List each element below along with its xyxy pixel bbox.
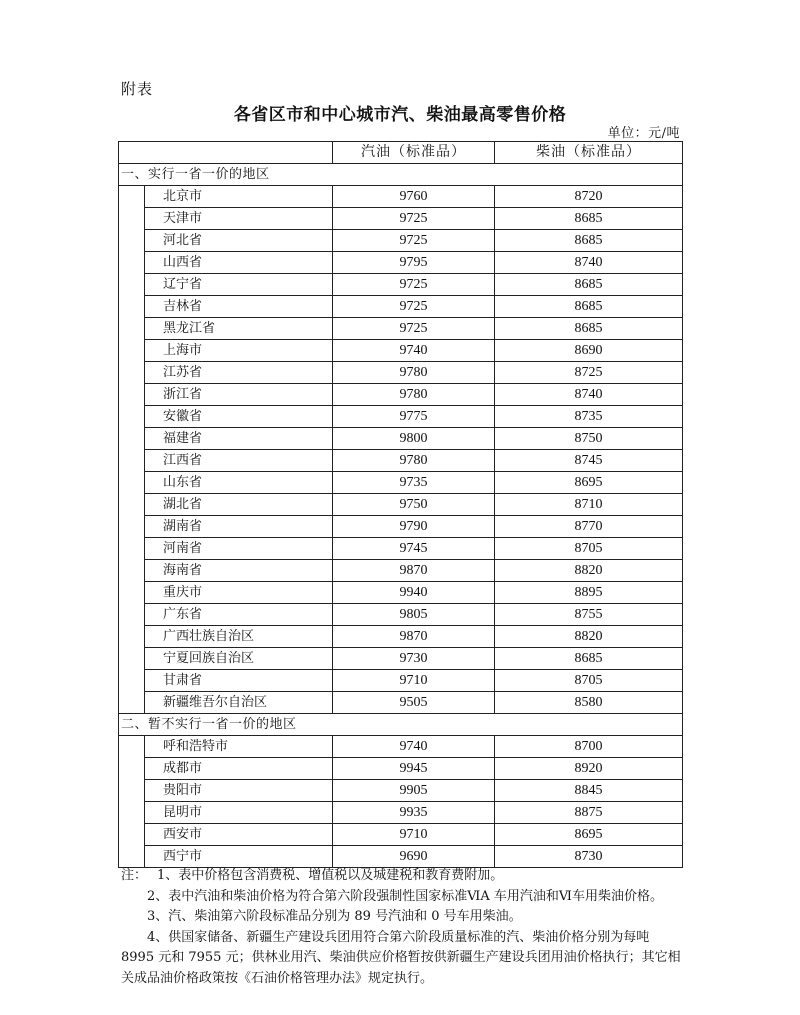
region-name-cell: 甘肃省 xyxy=(145,670,333,692)
header-region-cell xyxy=(119,142,333,164)
indent-cell xyxy=(119,428,145,450)
indent-cell xyxy=(119,692,145,714)
diesel-price-cell: 8820 xyxy=(495,626,683,648)
region-name-cell: 新疆维吾尔自治区 xyxy=(145,692,333,714)
gasoline-price-cell: 9795 xyxy=(333,252,495,274)
table-row xyxy=(119,318,683,340)
table-row xyxy=(119,824,683,846)
section-heading-row xyxy=(119,714,683,736)
gasoline-price-cell: 9750 xyxy=(333,494,495,516)
gasoline-price-cell: 9745 xyxy=(333,538,495,560)
table-row xyxy=(119,406,683,428)
region-name-cell: 昆明市 xyxy=(145,802,333,824)
gasoline-price-cell: 9690 xyxy=(333,846,495,868)
table-row xyxy=(119,670,683,692)
gasoline-price-cell: 9725 xyxy=(333,230,495,252)
table-row xyxy=(119,450,683,472)
diesel-price-cell: 8705 xyxy=(495,670,683,692)
table-row xyxy=(119,780,683,802)
region-name-cell: 河南省 xyxy=(145,538,333,560)
indent-cell xyxy=(119,230,145,252)
table-row xyxy=(119,274,683,296)
indent-cell xyxy=(119,362,145,384)
note-item: 3、汽、柴油第六阶段标准品分别为 89 号汽油和 0 号车用柴油。 xyxy=(147,909,522,924)
gasoline-price-cell: 9725 xyxy=(333,274,495,296)
indent-cell xyxy=(119,274,145,296)
indent-cell xyxy=(119,208,145,230)
diesel-price-cell: 8725 xyxy=(495,362,683,384)
diesel-price-cell: 8685 xyxy=(495,296,683,318)
notes-prefix: 注： xyxy=(121,868,148,883)
note-item xyxy=(121,866,681,887)
table-row xyxy=(119,472,683,494)
diesel-price-cell: 8685 xyxy=(495,318,683,340)
diesel-price-cell: 8690 xyxy=(495,340,683,362)
gasoline-price-cell: 9710 xyxy=(333,670,495,692)
table-row xyxy=(119,736,683,758)
table-row xyxy=(119,296,683,318)
indent-cell xyxy=(119,846,145,868)
region-name-cell: 西安市 xyxy=(145,824,333,846)
region-name-cell: 宁夏回族自治区 xyxy=(145,648,333,670)
table-row xyxy=(119,428,683,450)
region-name-cell: 安徽省 xyxy=(145,406,333,428)
diesel-price-cell: 8740 xyxy=(495,252,683,274)
gasoline-price-cell: 9780 xyxy=(333,384,495,406)
gasoline-price-cell: 9780 xyxy=(333,362,495,384)
table-row xyxy=(119,516,683,538)
diesel-price-cell: 8685 xyxy=(495,274,683,296)
indent-cell xyxy=(119,604,145,626)
indent-cell xyxy=(119,736,145,758)
gasoline-price-cell: 9905 xyxy=(333,780,495,802)
region-name-cell: 浙江省 xyxy=(145,384,333,406)
table-row xyxy=(119,582,683,604)
price-table xyxy=(118,141,683,868)
table-row xyxy=(119,604,683,626)
table-row xyxy=(119,230,683,252)
indent-cell xyxy=(119,802,145,824)
table-row xyxy=(119,252,683,274)
region-name-cell: 重庆市 xyxy=(145,582,333,604)
indent-cell xyxy=(119,670,145,692)
gasoline-price-cell: 9740 xyxy=(333,340,495,362)
gasoline-price-cell: 9760 xyxy=(333,186,495,208)
region-name-cell: 呼和浩特市 xyxy=(145,736,333,758)
indent-cell xyxy=(119,296,145,318)
region-name-cell: 贵阳市 xyxy=(145,780,333,802)
indent-cell xyxy=(119,340,145,362)
indent-cell xyxy=(119,648,145,670)
gasoline-price-cell: 9805 xyxy=(333,604,495,626)
region-name-cell: 吉林省 xyxy=(145,296,333,318)
gasoline-price-cell: 9775 xyxy=(333,406,495,428)
diesel-price-cell: 8580 xyxy=(495,692,683,714)
table-row xyxy=(119,758,683,780)
diesel-price-cell: 8695 xyxy=(495,472,683,494)
region-name-cell: 北京市 xyxy=(145,186,333,208)
diesel-price-cell: 8685 xyxy=(495,230,683,252)
gasoline-price-cell: 9870 xyxy=(333,626,495,648)
diesel-price-cell: 8705 xyxy=(495,538,683,560)
diesel-price-cell: 8875 xyxy=(495,802,683,824)
header-diesel: 柴油（标准品） xyxy=(495,142,683,164)
region-name-cell: 湖南省 xyxy=(145,516,333,538)
note-item: 2、表中汽油和柴油价格为符合第六阶段强制性国家标准ⅥA 车用汽油和Ⅵ车用柴油价格。 xyxy=(147,888,663,904)
diesel-price-cell: 8700 xyxy=(495,736,683,758)
diesel-price-cell: 8740 xyxy=(495,384,683,406)
indent-cell xyxy=(119,186,145,208)
table-row xyxy=(119,538,683,560)
region-name-cell: 辽宁省 xyxy=(145,274,333,296)
region-name-cell: 成都市 xyxy=(145,758,333,780)
gasoline-price-cell: 9740 xyxy=(333,736,495,758)
table-row xyxy=(119,208,683,230)
gasoline-price-cell: 9935 xyxy=(333,802,495,824)
section-heading: 一、实行一省一价的地区 xyxy=(119,164,683,186)
gasoline-price-cell: 9940 xyxy=(333,582,495,604)
indent-cell xyxy=(119,780,145,802)
indent-cell xyxy=(119,758,145,780)
diesel-price-cell: 8735 xyxy=(495,406,683,428)
gasoline-price-cell: 9725 xyxy=(333,208,495,230)
table-row xyxy=(119,362,683,384)
table-row xyxy=(119,692,683,714)
region-name-cell: 山西省 xyxy=(145,252,333,274)
region-name-cell: 广东省 xyxy=(145,604,333,626)
note-item: 4、供国家储备、新疆生产建设兵团用符合第六阶段质量标准的汽、柴油价格分别为每吨 8995 元和 7955 元；供林业用汽、柴油供应价格暂按供新疆生产建设兵团用油价格执行；其它相关成品油价格政策按《石油价格管理办法》规定执行。 xyxy=(121,929,681,986)
gasoline-price-cell: 9735 xyxy=(333,472,495,494)
indent-cell xyxy=(119,450,145,472)
table-row xyxy=(119,626,683,648)
diesel-price-cell: 8730 xyxy=(495,846,683,868)
region-name-cell: 湖北省 xyxy=(145,494,333,516)
appendix-label: 附表 xyxy=(121,80,154,98)
indent-cell xyxy=(119,538,145,560)
indent-cell xyxy=(119,252,145,274)
unit-label: 单位：元/吨 xyxy=(607,126,680,141)
table-row xyxy=(119,802,683,824)
gasoline-price-cell: 9730 xyxy=(333,648,495,670)
region-name-cell: 山东省 xyxy=(145,472,333,494)
region-name-cell: 福建省 xyxy=(145,428,333,450)
region-name-cell: 江苏省 xyxy=(145,362,333,384)
gasoline-price-cell: 9790 xyxy=(333,516,495,538)
gasoline-price-cell: 9505 xyxy=(333,692,495,714)
table-row xyxy=(119,648,683,670)
diesel-price-cell: 8695 xyxy=(495,824,683,846)
section-heading: 二、暂不实行一省一价的地区 xyxy=(119,714,683,736)
region-name-cell: 黑龙江省 xyxy=(145,318,333,340)
region-name-cell: 江西省 xyxy=(145,450,333,472)
region-name-cell: 广西壮族自治区 xyxy=(145,626,333,648)
region-name-cell: 上海市 xyxy=(145,340,333,362)
gasoline-price-cell: 9725 xyxy=(333,318,495,340)
region-name-cell: 海南省 xyxy=(145,560,333,582)
diesel-price-cell: 8720 xyxy=(495,186,683,208)
table-row xyxy=(119,560,683,582)
indent-cell xyxy=(119,494,145,516)
diesel-price-cell: 8755 xyxy=(495,604,683,626)
gasoline-price-cell: 9870 xyxy=(333,560,495,582)
indent-cell xyxy=(119,582,145,604)
indent-cell xyxy=(119,516,145,538)
note-text: 1、表中价格包含消费税、增值税以及城建税和教育费附加。 xyxy=(157,868,504,883)
indent-cell xyxy=(119,318,145,340)
diesel-price-cell: 8685 xyxy=(495,648,683,670)
gasoline-price-cell: 9725 xyxy=(333,296,495,318)
region-name-cell: 河北省 xyxy=(145,230,333,252)
gasoline-price-cell: 9710 xyxy=(333,824,495,846)
diesel-price-cell: 8710 xyxy=(495,494,683,516)
indent-cell xyxy=(119,626,145,648)
diesel-price-cell: 8745 xyxy=(495,450,683,472)
table-header-row xyxy=(119,142,683,164)
diesel-price-cell: 8845 xyxy=(495,780,683,802)
diesel-price-cell: 8920 xyxy=(495,758,683,780)
table-row xyxy=(119,846,683,868)
notes xyxy=(121,866,681,989)
diesel-price-cell: 8770 xyxy=(495,516,683,538)
gasoline-price-cell: 9780 xyxy=(333,450,495,472)
gasoline-price-cell: 9800 xyxy=(333,428,495,450)
region-name-cell: 西宁市 xyxy=(145,846,333,868)
header-gasoline: 汽油（标准品） xyxy=(333,142,495,164)
table-row xyxy=(119,494,683,516)
indent-cell xyxy=(119,384,145,406)
diesel-price-cell: 8820 xyxy=(495,560,683,582)
indent-cell xyxy=(119,406,145,428)
indent-cell xyxy=(119,560,145,582)
diesel-price-cell: 8895 xyxy=(495,582,683,604)
gasoline-price-cell: 9945 xyxy=(333,758,495,780)
diesel-price-cell: 8685 xyxy=(495,208,683,230)
page-title: 各省区市和中心城市汽、柴油最高零售价格 xyxy=(233,105,567,125)
table-row xyxy=(119,340,683,362)
indent-cell xyxy=(119,472,145,494)
indent-cell xyxy=(119,824,145,846)
region-name-cell: 天津市 xyxy=(145,208,333,230)
diesel-price-cell: 8750 xyxy=(495,428,683,450)
section-heading-row xyxy=(119,164,683,186)
table-row xyxy=(119,186,683,208)
table-row xyxy=(119,384,683,406)
table-body xyxy=(119,164,683,868)
